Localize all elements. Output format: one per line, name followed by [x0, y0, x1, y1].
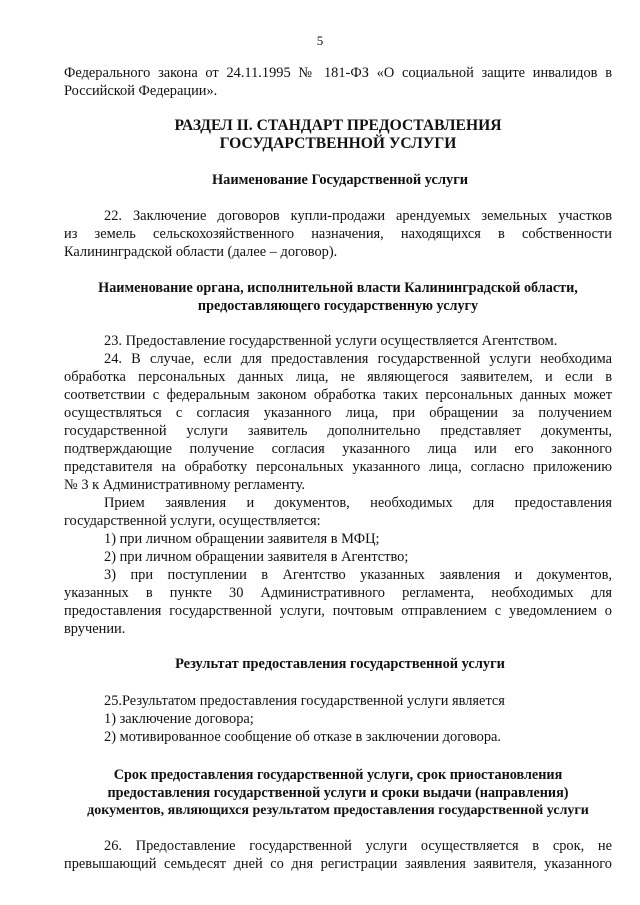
heading-result: Результат предоставления государственной услуги: [175, 656, 505, 672]
p24-line-3: соответствии с федеральным законом обработка таких персональных данных может: [64, 387, 612, 403]
item-2: 2) при личном обращении заявителя в Агентство;: [104, 549, 409, 565]
p25-line-1: 25.Результатом предоставления государственной услуги является: [104, 693, 505, 709]
section-title-line-2: ГОСУДАРСТВЕННОЙ УСЛУГИ: [219, 135, 457, 152]
p24-line-6: подтверждающие получение согласия указанного лица или его законного: [64, 441, 612, 457]
item-1: 1) при личном обращении заявителя в МФЦ;: [104, 531, 380, 547]
p25-line-2: 1) заключение договора;: [104, 711, 254, 727]
heading-term-line-3: документов, являющихся результатом предоставления государственной услуги: [87, 803, 589, 818]
p25-line-3: 2) мотивированное сообщение об отказе в заключении договора.: [104, 729, 502, 745]
p22-line-1: 22. Заключение договоров купли-продажи арендуемых земельных участков: [104, 208, 612, 224]
heading-term-line-1: Срок предоставления государственной услуги, срок приостановления: [113, 767, 563, 783]
heading-term-line-2: предоставления государственной услуги и сроки выдачи (направления): [107, 785, 569, 801]
reception-line-1: Прием заявления и документов, необходимых для предоставления: [104, 495, 612, 511]
item-3-line-3: предоставления государственной услуги, почтовым отправлением с уведомлением о: [64, 603, 612, 619]
p26-line-1: 26. Предоставление государственной услуги осуществляется в срок, не: [104, 838, 612, 854]
p24-line-7: представителя на обработку персональных указанного лица, согласно приложению: [64, 459, 612, 475]
p22-line-2: из земель сельскохозяйственного назначения, находящихся в собственности: [64, 226, 612, 242]
item-3-line-4: вручении.: [64, 621, 126, 637]
heading-organ-line-1: Наименование органа, исполнительной власти Калининградской области,: [98, 280, 578, 296]
section-title-line-1: РАЗДЕЛ II. СТАНДАРТ ПРЕДОСТАВЛЕНИЯ: [174, 117, 502, 134]
item-3-line-2: указанных в пункте 30 Административного регламента, необходимых для: [64, 585, 612, 601]
p22-line-3: Калининградской области (далее – договор).: [64, 244, 338, 260]
reception-line-2: государственной услуги, осуществляется:: [64, 513, 321, 529]
p24-line-8: № 3 к Административному регламенту.: [64, 477, 305, 493]
p24-line-2: обработка персональных данных лица, не являющегося заявителем, и если в: [64, 369, 612, 385]
page-number: 5: [316, 33, 324, 48]
p26-line-2: превышающий семьдесят дней со дня регистрации заявления заявителя, указанного: [64, 856, 612, 872]
heading-organ-line-2: предоставляющего государственную услугу: [197, 298, 479, 314]
p23: 23. Предоставление государственной услуги осуществляется Агентством.: [104, 333, 558, 349]
intro-line-2: Российской Федерации».: [64, 83, 218, 99]
heading-service-name: Наименование Государственной услуги: [211, 172, 469, 188]
p24-line-4: осуществляться с согласия указанного лица, при обращении за получением: [64, 405, 612, 421]
p24-line-5: государственной услуги заявитель дополнительно представляет документы,: [64, 423, 612, 439]
p24-line-1: 24. В случае, если для предоставления государственной услуги необходима: [104, 351, 612, 367]
intro-line-1: Федерального закона от 24.11.1995 № 181-ФЗ «О социальной защите инвалидов в: [64, 65, 612, 81]
item-3-line-1: 3) при поступлении в Агентство указанных заявления и документов,: [104, 567, 612, 583]
